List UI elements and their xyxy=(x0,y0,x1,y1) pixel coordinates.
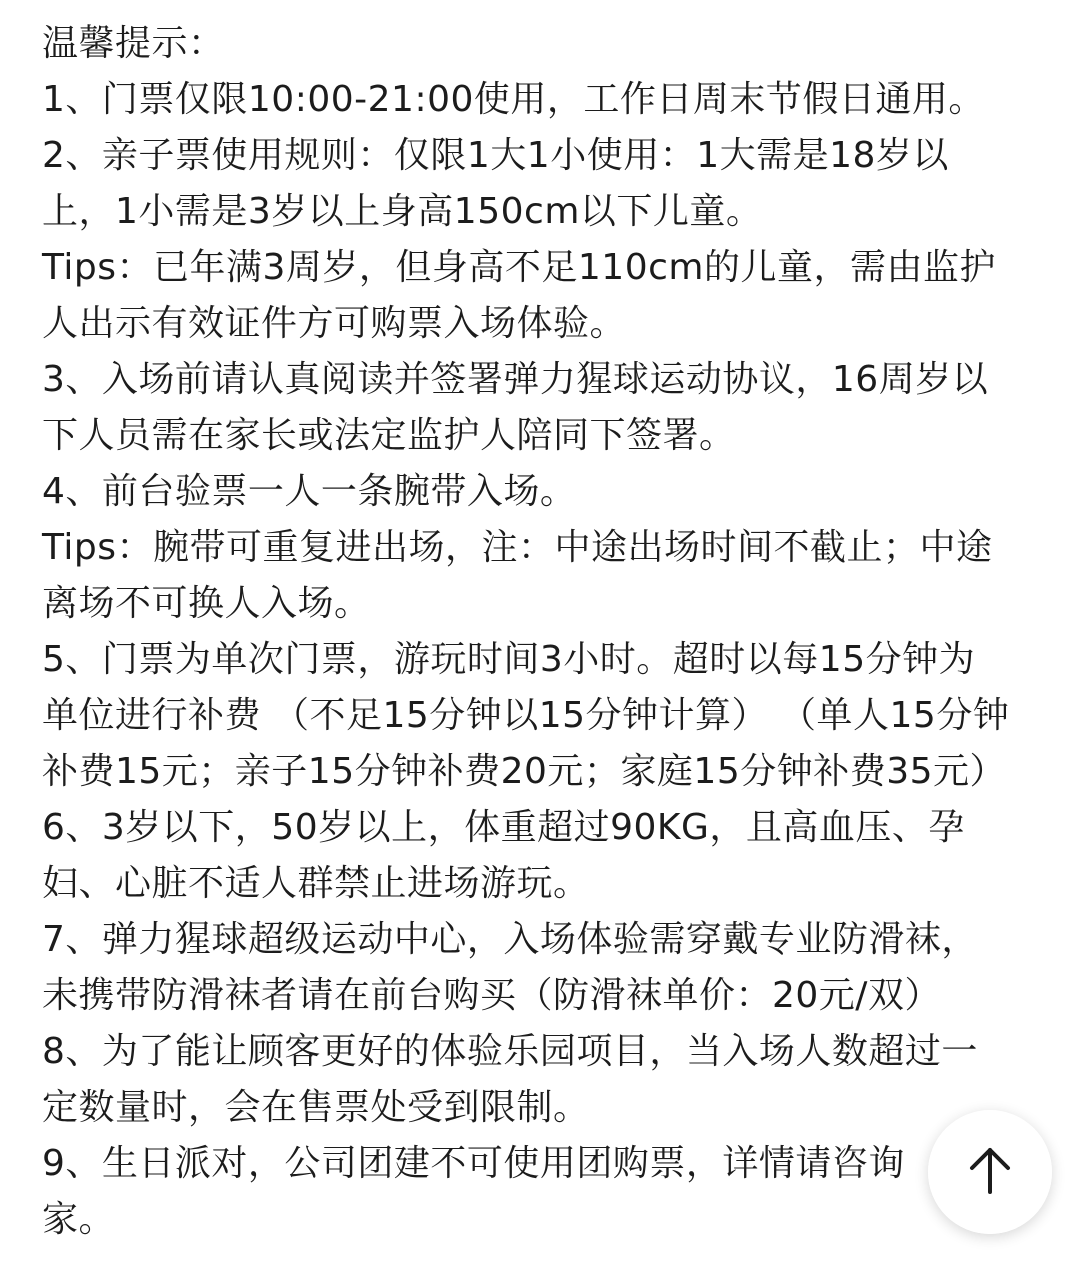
notice-line-18: 8、为了能让顾客更好的体验乐园项目，当入场人数超过一 xyxy=(42,1031,978,1072)
notice-line-1: 1、门票仅限10:00-21:00使用，工作日周末节假日通用。 xyxy=(42,79,985,120)
notice-line-12: 单位进行补费 （不足15分钟以15分钟计算） （单人15分钟 xyxy=(42,695,1010,736)
notice-line-14: 6、3岁以下，50岁以上，体重超过90KG，且高血压、孕 xyxy=(42,807,965,848)
notice-line-5: 人出示有效证件方可购票入场体验。 xyxy=(42,303,627,344)
notice-line-6: 3、入场前请认真阅读并签署弹力猩球运动协议，16周岁以 xyxy=(42,359,989,400)
notice-line-16: 7、弹力猩球超级运动中心，入场体验需穿戴专业防滑袜， xyxy=(42,919,978,960)
notice-line-2: 2、亲子票使用规则：仅限1大1小使用：1大需是18岁以 xyxy=(42,135,949,176)
notice-line-11: 5、门票为单次门票，游玩时间3小时。超时以每15分钟为 xyxy=(42,639,976,680)
notice-line-20: 9、生日派对，公司团建不可使用团购票，详情请咨询 xyxy=(42,1143,905,1184)
notice-text-block xyxy=(42,16,1042,1248)
notice-title: 温馨提示： xyxy=(42,23,225,64)
notice-line-9: Tips：腕带可重复进出场，注：中途出场时间不截止；中途 xyxy=(42,527,993,568)
notice-line-17: 未携带防滑袜者请在前台购买（防滑袜单价：20元/双） xyxy=(42,975,941,1016)
notice-line-15: 妇、心脏不适人群禁止进场游玩。 xyxy=(42,863,590,904)
notice-line-21: 家。 xyxy=(42,1199,116,1240)
notice-line-7: 下人员需在家长或法定监护人陪同下签署。 xyxy=(42,415,736,456)
notice-line-8: 4、前台验票一人一条腕带入场。 xyxy=(42,471,577,512)
notice-line-3: 上，1小需是3岁以上身高150cm以下儿童。 xyxy=(42,191,763,232)
arrow-up-icon xyxy=(962,1142,1018,1202)
notice-line-19: 定数量时，会在售票处受到限制。 xyxy=(42,1087,590,1128)
scroll-to-top-button[interactable] xyxy=(928,1110,1052,1234)
notice-line-13: 补费15元；亲子15分钟补费20元；家庭15分钟补费35元） xyxy=(42,751,1007,792)
notice-line-10: 离场不可换人入场。 xyxy=(42,583,371,624)
notice-line-4: Tips：已年满3周岁，但身高不足110cm的儿童，需由监护 xyxy=(42,247,996,288)
